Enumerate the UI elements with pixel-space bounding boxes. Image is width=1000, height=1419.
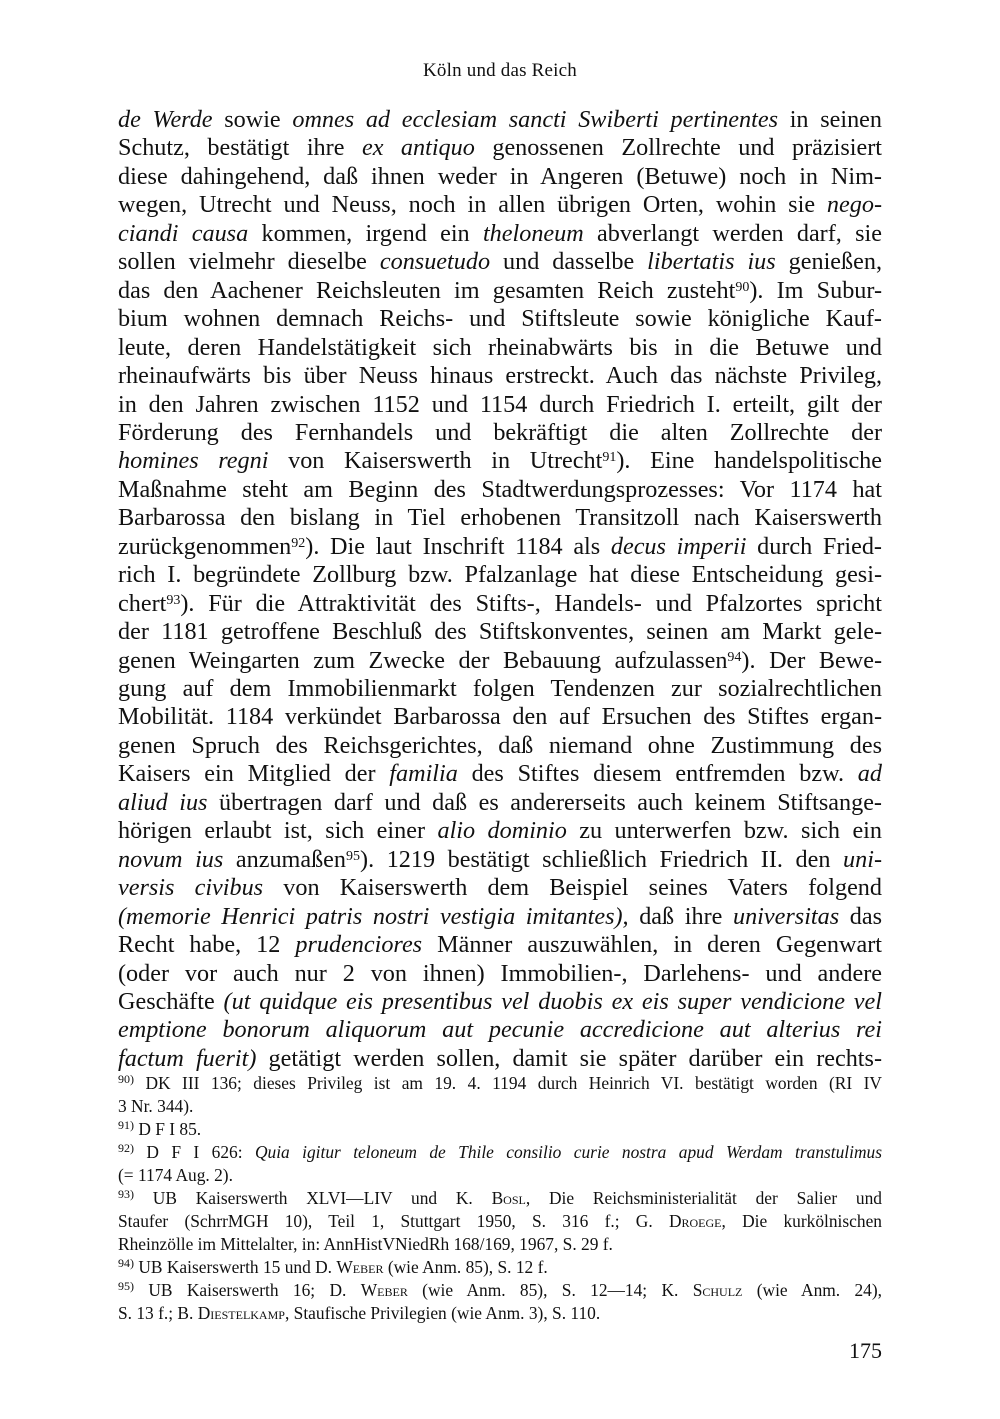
text-span: zu unterwerfen bzw. sich ein [566, 817, 882, 845]
text-span: Mobilität. 1184 verkündet Barbarossa den auf Ersuchen des Stiftes ergan- [118, 703, 882, 731]
italic-span: decus imperii [610, 532, 747, 560]
italic-span: (ut quidque eis presentibus vel duobis ex eis super vendicione vel [223, 987, 882, 1015]
footnote-ref: 92 [291, 535, 306, 551]
text-span: (wie Anm. 85), S. 12 f. [383, 1257, 548, 1277]
text-span: 3 Nr. 344). [118, 1096, 194, 1116]
text-span: in den Jahren zwischen 1152 und 1154 durch Friedrich I. erteilt, gilt der [118, 390, 882, 418]
italic-span: libertatis ius [647, 248, 776, 276]
text-span: rich I. begründete Zollburg bzw. Pfalzanlage hat diese Entscheidung gesi- [118, 561, 882, 589]
italic-span: universitas [732, 902, 840, 930]
body-line [118, 930, 882, 960]
text-span: Förderung des Fernhandels und bekräftigt die alten Zollrechte der [118, 418, 882, 446]
body-line [118, 845, 882, 875]
italic-span: nego- [826, 191, 882, 219]
text-span: D F I 626: [134, 1142, 255, 1162]
text-span: anzumaßen [223, 845, 347, 873]
footnote-ref: 95 [346, 848, 361, 864]
footnote-ref: 94 [727, 649, 742, 665]
text-span: sowie [212, 106, 293, 133]
body-line [118, 702, 882, 732]
italic-span: theloneum [482, 219, 584, 247]
body-line [118, 759, 882, 789]
italic-span: de Werde [118, 106, 213, 133]
text-span: chert [118, 589, 167, 617]
page-number: 175 [849, 1338, 882, 1363]
text-span: ). Im Subur- [749, 276, 883, 304]
author-name: Bosl [491, 1188, 526, 1208]
text-span: Recht habe, 12 [118, 931, 296, 959]
text-span: von Kaiserswerth dem Beispiel seines Vaters folgend [263, 874, 882, 902]
text-span: zurückgenommen [118, 532, 292, 560]
italic-span: emptione bonorum aliquorum aut pecunie accredicione aut alterius rei [118, 1016, 882, 1044]
text-span: leute, deren Handelstätigkeit sich rheinabwärts bis in die Betuwe und [118, 333, 882, 361]
text-span: ). Der Bewe- [741, 646, 882, 674]
body-line [118, 304, 882, 334]
footnote-line [118, 1233, 882, 1255]
footnote-number: 93) [118, 1187, 134, 1201]
italic-span: ad [857, 760, 882, 788]
text-span: ). Für die Attraktivität des Stifts-, Handels- und Pfalzortes spricht [180, 589, 882, 617]
body-line [118, 959, 882, 989]
text-span: Schutz, bestätigt ihre [118, 134, 362, 162]
author-name: Droege [668, 1211, 722, 1231]
text-span: Kaisers ein Mitglied der [118, 760, 390, 788]
text-span: genießen, [775, 248, 882, 276]
italic-span: novum ius [118, 845, 224, 873]
text-span: ). Die laut Inschrift 1184 als [305, 532, 611, 560]
body-line [118, 475, 882, 505]
footnote-number: 95) [118, 1279, 134, 1293]
text-span: rheinaufwärts bis über Neuss hinaus erstreckt. Auch das nächste Privileg, [118, 362, 882, 390]
body-line [118, 589, 882, 619]
italic-span: ciandi causa [118, 219, 249, 247]
text-span: Geschäfte [118, 987, 224, 1015]
text-span: der 1181 getroffene Beschluß des Stiftskonventes, seinen am Markt gele- [118, 618, 882, 646]
italic-span: aliud ius [118, 788, 208, 816]
text-span: (= 1174 Aug. 2). [118, 1165, 233, 1185]
italic-span: prudenciores [295, 931, 423, 959]
body-line [118, 247, 882, 277]
text-span: hörigen erlaubt ist, sich einer [118, 817, 438, 845]
author-name: Diestelkamp [197, 1303, 285, 1323]
body-line [118, 674, 882, 704]
footnote-line [118, 1210, 882, 1232]
body-line [118, 503, 882, 533]
italic-span: ex antiquo [361, 134, 475, 162]
footnote-line [118, 1279, 882, 1301]
italic-span: omnes ad ecclesiam sancti Swiberti pertinentes [292, 106, 779, 133]
italic-span: consuetudo [379, 248, 491, 276]
italic-span: homines regni [118, 447, 269, 475]
author-name: Schulz [692, 1280, 743, 1300]
body-line [118, 361, 882, 391]
italic-span: uni- [843, 845, 882, 873]
body-line [118, 105, 882, 135]
text-span: und dasselbe [490, 248, 648, 276]
text-span: des Stiftes diesem entfremden bzw. [457, 760, 858, 788]
text-span: sollen vielmehr dieselbe [118, 248, 380, 276]
text-span: diese dahingehend, daß ihnen weder in Angeren (Betuwe) noch in Nim- [118, 162, 882, 190]
text-span: D F I 85. [134, 1119, 202, 1139]
author-name: Weber [360, 1280, 408, 1300]
text-span: kommen, irgend ein [248, 219, 483, 247]
footnote-number: 91) [118, 1118, 134, 1132]
italic-span: versis civibus [118, 874, 264, 902]
footnote-line [118, 1141, 882, 1163]
footnote-number: 90) [118, 1072, 134, 1086]
body-line [118, 902, 882, 932]
body-line [118, 731, 882, 761]
italic-span: familia [389, 760, 458, 788]
text-span: in seinen [778, 106, 882, 133]
text-span: , Die kurkölnischen [721, 1211, 882, 1231]
running-head: Köln und das Reich [423, 60, 577, 81]
body-line [118, 560, 882, 590]
footnote-number: 92) [118, 1141, 134, 1155]
body-line [118, 390, 882, 420]
body-line [118, 162, 882, 192]
body-line [118, 873, 882, 903]
footnote-line [118, 1302, 882, 1324]
body-line [118, 1015, 882, 1045]
text-span: ). Eine handelspolitische [616, 447, 883, 475]
text-span: genen Weingarten zum Zwecke der Bebauung aufzulassen [118, 646, 728, 674]
text-span: (wie Anm. 24), [742, 1280, 882, 1300]
body-line [118, 446, 882, 476]
footnote-ref: 91 [602, 450, 617, 466]
text-span: gung auf dem Immobilienmarkt folgen Tendenzen zur sozialrechtlichen [118, 675, 882, 702]
text-span: (oder vor auch nur 2 von ihnen) Immobilien-, Darlehens- und andere [118, 959, 882, 987]
italic-span: Quia igitur teloneum de Thile consilio curie nostra apud Werdam transtulimus [254, 1142, 882, 1162]
text-span: Barbarossa den bislang in Tiel erhobenen Transitzoll nach Kaiserswerth [118, 504, 882, 532]
text-span: Rheinzölle im Mittelalter, in: AnnHistVNiedRh 168/169, 1967, S. 29 f. [118, 1234, 613, 1254]
text-span: S. 13 f.; B. [118, 1303, 198, 1323]
body-line [118, 133, 882, 163]
text-span: Staufer (SchrrMGH 10), Teil 1, Stuttgart 1950, S. 316 f.; G. [118, 1211, 669, 1231]
body-line [118, 617, 882, 647]
footnote-line [118, 1187, 882, 1209]
footnote-number: 94) [118, 1256, 134, 1270]
body-line [118, 532, 882, 562]
footnote-line [118, 1164, 882, 1186]
body-line [118, 333, 882, 363]
text-span: UB Kaiserswerth XLVI—LIV und K. [134, 1188, 492, 1208]
footnote-ref: 93 [166, 592, 181, 608]
body-line [118, 788, 882, 818]
text-span: das den Aachener Reichsleuten im gesamten Reich zusteht [118, 276, 736, 304]
body-line [118, 276, 882, 306]
body-line [118, 816, 882, 846]
author-name: Weber [336, 1257, 384, 1277]
body-line [118, 987, 882, 1017]
text-span: UB Kaiserswerth 15 und D. [134, 1257, 337, 1277]
body-line [118, 418, 882, 448]
body-line [118, 219, 882, 249]
footnote-line [118, 1095, 882, 1117]
text-span: UB Kaiserswerth 16; D. [134, 1280, 361, 1300]
italic-span: factum fuerit) [118, 1044, 257, 1072]
body-line [118, 190, 882, 220]
text-span: daß ihre [628, 902, 733, 930]
text-span: , Staufische Privilegien (wie Anm. 3), S. 110. [284, 1303, 601, 1323]
body-line [118, 1044, 882, 1074]
text-span: von Kaiserswerth in Utrecht [268, 447, 603, 475]
text-span: (wie Anm. 85), S. 12—14; K. [407, 1280, 693, 1300]
body-line [118, 646, 882, 676]
text-span: Maßnahme steht am Beginn des Stadtwerdungsprozesses: Vor 1174 hat [118, 475, 882, 503]
text-span: durch Fried- [746, 532, 882, 560]
text-span: bium wohnen demnach Reichs- und Stiftsleute sowie königliche Kauf- [118, 305, 882, 333]
text-span: abverlangt werden darf, sie [583, 219, 882, 247]
text-span: , Die Reichsministerialität der Salier und [525, 1188, 882, 1208]
footnote-line [118, 1256, 882, 1278]
text-span: DK III 136; dieses Privileg ist am 19. 4. 1194 durch Heinrich VI. bestätigt worden (RI IV [134, 1073, 882, 1093]
italic-span: alio dominio [437, 817, 567, 845]
text-span: genossenen Zollrechte und präzisiert [474, 134, 883, 162]
text-span: getätigt werden sollen, damit sie später darüber ein rechts- [256, 1044, 882, 1072]
text-span: wegen, Utrecht und Neuss, noch in allen übrigen Orten, wohin sie [118, 191, 827, 219]
text-span: das [839, 902, 883, 930]
text-span: übertragen darf und daß es andererseits auch keinem Stiftsange- [207, 788, 882, 816]
footnote-line [118, 1118, 882, 1140]
text-span: ). 1219 bestätigt schließlich Friedrich II. den [360, 845, 844, 873]
text-span: Männer auszuwählen, in deren Gegenwart [422, 931, 882, 959]
italic-span: (memorie Henrici patris nostri vestigia imitantes), [118, 902, 629, 930]
footnote-ref: 90 [735, 279, 750, 295]
footnote-line [118, 1072, 882, 1094]
text-span: genen Spruch des Reichsgerichtes, daß niemand ohne Zustimmung des [118, 731, 882, 759]
